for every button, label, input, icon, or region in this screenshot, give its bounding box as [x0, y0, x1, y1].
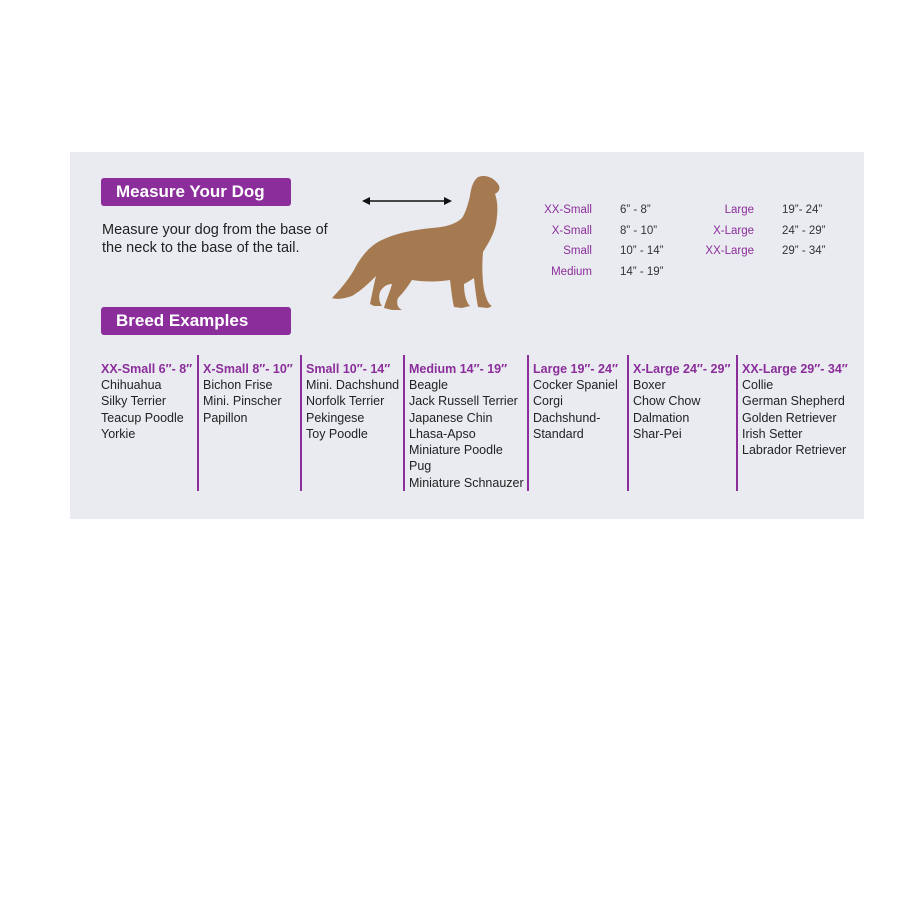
breed-item: Irish Setter — [742, 426, 803, 441]
breed-item: Cocker Spaniel — [533, 378, 618, 392]
breed-examples-heading: Breed Examples — [101, 307, 291, 335]
breed-item: Pug — [409, 459, 432, 474]
breed-item: Yorkie — [101, 426, 136, 441]
size-range: 24” - 29” — [782, 224, 826, 237]
breed-column-x-small — [197, 355, 301, 491]
measure-arrow-icon — [362, 197, 452, 205]
breed-item: Papillon — [203, 410, 248, 425]
size-name: Large — [724, 204, 754, 216]
breed-item: Bichon Frise — [203, 378, 273, 392]
breed-item: Standard — [533, 426, 584, 441]
size-range: 14” - 19” — [620, 265, 664, 278]
breed-item: Chihuahua — [101, 378, 162, 392]
size-name: X-Small — [551, 224, 592, 237]
breed-columns — [70, 355, 864, 491]
breed-item: Miniature Poodle — [409, 443, 503, 458]
breed-column-title: X-Large 24″- 29″ — [633, 362, 731, 376]
breed-item: Norfolk Terrier — [306, 394, 385, 409]
breed-item: Mini. Pinscher — [203, 394, 282, 409]
breed-item: Corgi — [533, 394, 563, 409]
breed-column-title: Medium 14″- 19″ — [409, 362, 508, 376]
breed-column-title: X-Small 8″- 10″ — [203, 362, 293, 376]
size-range: 10” - 14” — [620, 245, 664, 257]
breed-column-title: Small 10″- 14″ — [306, 362, 391, 376]
measure-heading: Measure Your Dog — [101, 178, 291, 206]
breed-column-xx-small — [97, 355, 200, 491]
breed-item: Dachshund- — [533, 410, 601, 425]
breed-item: Dalmation — [633, 410, 690, 425]
breed-item: Beagle — [409, 378, 448, 392]
size-range: 29” - 34” — [782, 245, 826, 257]
breed-column-xx-large — [736, 355, 862, 491]
measure-instructions: Measure your dog from the base of the neck to the base of the tail. — [102, 222, 328, 256]
size-name: X-Large — [713, 224, 754, 237]
size-range: 6” - 8” — [620, 204, 651, 216]
breed-item: Japanese Chin — [409, 410, 493, 425]
breed-item: Jack Russell Terrier — [409, 394, 518, 409]
breed-item: Mini. Dachshund — [306, 378, 400, 392]
breed-column-title: XX-Small 6″- 8″ — [101, 362, 193, 376]
breed-item: Silky Terrier — [101, 394, 167, 409]
breed-item: Boxer — [633, 378, 666, 392]
breed-item: German Shepherd — [742, 394, 845, 409]
breed-column-large — [527, 355, 627, 491]
breed-item: Labrador Retriever — [742, 443, 847, 458]
breed-column-title: Large 19″- 24″ — [533, 362, 618, 376]
breed-item: Miniature Schnauzer — [409, 475, 524, 490]
size-name: Medium — [551, 265, 592, 278]
breed-column-title: XX-Large 29″- 34″ — [742, 362, 848, 376]
breed-item: Collie — [742, 378, 774, 392]
breed-item: Toy Poodle — [306, 426, 368, 441]
dog-silhouette-icon — [328, 172, 508, 317]
size-name: Small — [563, 245, 592, 257]
breed-item: Teacup Poodle — [101, 410, 184, 425]
breed-item: Pekingese — [306, 410, 365, 425]
breed-item: Lhasa-Apso — [409, 426, 476, 441]
breed-column-small — [300, 355, 404, 491]
breed-item: Chow Chow — [633, 394, 701, 409]
breed-item: Shar-Pei — [633, 426, 682, 441]
breed-item: Golden Retriever — [742, 410, 837, 425]
size-range: 8” - 10” — [620, 224, 658, 237]
size-name: XX-Small — [544, 204, 592, 216]
size-range: 19”- 24” — [782, 204, 823, 216]
breed-column-medium — [403, 355, 529, 491]
size-guide-panel — [70, 152, 864, 519]
breed-column-x-large — [627, 355, 738, 491]
size-name: XX-Large — [705, 245, 754, 257]
